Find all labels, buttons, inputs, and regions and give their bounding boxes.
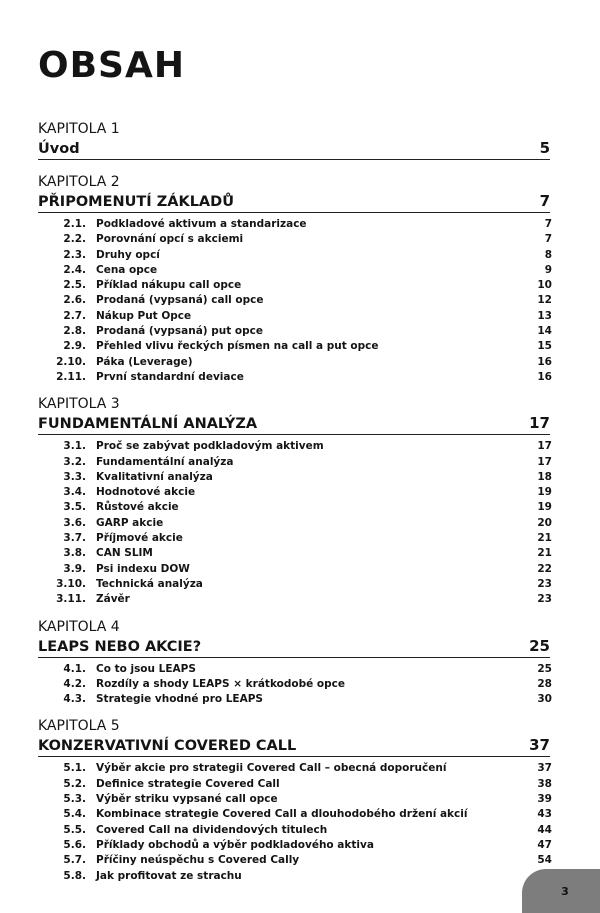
section-title: GARP akcie	[96, 516, 164, 529]
chapter-label: KAPITOLA 5	[38, 718, 120, 735]
section-page-number: 9	[544, 263, 552, 276]
chapter-page-number: 5	[539, 139, 550, 157]
section-entry[interactable]	[0, 293, 600, 308]
section-title: Výběr striku vypsané call opce	[96, 793, 278, 806]
section-number: 3.10.	[56, 577, 86, 590]
section-title: Nákup Put Opce	[96, 309, 192, 322]
section-title: Kvalitativní analýza	[96, 470, 213, 483]
section-number: 2.3.	[63, 248, 86, 261]
section-entry[interactable]	[0, 662, 600, 677]
section-number: 5.3.	[63, 793, 86, 806]
chapter-page-number: 37	[529, 736, 550, 755]
chapter-title: FUNDAMENTÁLNÍ ANALÝZA	[38, 416, 258, 433]
section-page-number: 7	[544, 233, 552, 246]
section-title: Páka (Leverage)	[96, 355, 193, 368]
section-list	[0, 217, 600, 385]
section-number: 3.1.	[63, 440, 86, 453]
section-entry[interactable]	[0, 807, 600, 822]
section-number: 2.1.	[63, 218, 86, 230]
chapter-heading[interactable]	[38, 636, 550, 658]
section-entry[interactable]	[0, 485, 600, 500]
section-title: Co to jsou LEAPS	[96, 662, 196, 675]
section-entry[interactable]	[0, 869, 600, 884]
section-title: Psi indexu DOW	[96, 562, 190, 575]
section-title: Covered Call na dividendových titulech	[96, 823, 328, 836]
section-title: Jak profitovat ze strachu	[96, 869, 242, 882]
section-page-number: 10	[537, 279, 552, 292]
section-title: Příklady obchodů a výběr podkladového aktiva	[96, 838, 374, 851]
chapter-page-number: 7	[539, 192, 550, 210]
section-number: 2.8.	[63, 325, 86, 338]
section-page-number: 39	[537, 793, 552, 806]
chapter-heading[interactable]	[38, 735, 550, 757]
section-number: 2.11.	[56, 370, 86, 383]
section-number: 3.9.	[63, 562, 86, 575]
chapter-title: PŘIPOMENUTÍ ZÁKLADŮ	[38, 194, 234, 210]
section-title: Růstové akcie	[96, 501, 179, 514]
section-entry[interactable]	[0, 792, 600, 807]
section-title: Závěr	[96, 593, 130, 606]
section-page-number: 19	[537, 501, 552, 514]
section-entry[interactable]	[0, 309, 600, 324]
chapter-heading[interactable]	[38, 413, 550, 435]
section-page-number: 17	[537, 455, 552, 468]
section-title: Přehled vlivu řeckých písmen na call a put opce	[96, 340, 379, 353]
section-page-number: 25	[537, 662, 552, 675]
section-title: Prodaná (vypsaná) call opce	[96, 294, 264, 307]
section-title: Druhy opcí	[96, 248, 160, 261]
section-page-number: 44	[537, 823, 552, 836]
section-number: 3.2.	[63, 455, 86, 468]
section-page-number: 30	[537, 693, 552, 706]
section-entry[interactable]	[0, 355, 600, 370]
chapter-block	[0, 717, 600, 883]
section-title: Cena opce	[96, 263, 158, 276]
section-entry[interactable]	[0, 838, 600, 853]
section-number: 5.5.	[63, 823, 86, 836]
section-number: 4.3.	[63, 693, 86, 706]
chapter-block	[0, 395, 600, 607]
section-page-number: 8	[544, 248, 552, 261]
section-number: 4.2.	[63, 677, 86, 690]
section-list	[0, 761, 600, 883]
section-number: 2.2.	[63, 233, 86, 246]
section-entry[interactable]	[0, 232, 600, 247]
section-page-number: 21	[537, 532, 552, 545]
section-entry[interactable]	[0, 777, 600, 792]
chapter-page-number: 17	[529, 414, 550, 433]
section-number: 2.9.	[63, 340, 86, 353]
chapter-heading[interactable]	[38, 138, 550, 160]
section-number: 3.11.	[56, 593, 86, 606]
section-entry[interactable]	[0, 761, 600, 776]
section-title: První standardní deviace	[96, 370, 244, 383]
section-number: 3.6.	[63, 516, 86, 529]
section-number: 2.5.	[63, 279, 86, 292]
section-entry[interactable]	[0, 455, 600, 470]
chapter-title: Úvod	[38, 141, 80, 157]
section-page-number: 43	[537, 808, 552, 821]
section-title: Kombinace strategie Covered Call a dlouhodobého držení akcií	[96, 808, 468, 821]
section-page-number: 16	[537, 355, 552, 368]
section-entry[interactable]	[0, 516, 600, 531]
chapter-list	[0, 120, 600, 894]
chapter-title: KONZERVATIVNÍ COVERED CALL	[38, 738, 297, 755]
section-page-number: 21	[537, 547, 552, 560]
section-title: Technická analýza	[96, 577, 203, 590]
section-page-number: 15	[537, 340, 552, 353]
section-number: 3.7.	[63, 532, 86, 545]
section-title: Příčiny neúspěchu s Covered Cally	[96, 854, 300, 867]
section-list	[0, 662, 600, 708]
section-title: Příklad nákupu call opce	[96, 279, 242, 292]
section-list	[0, 439, 600, 607]
chapter-title: LEAPS NEBO AKCIE?	[38, 638, 202, 655]
section-page-number: 7	[544, 218, 552, 230]
section-entry[interactable]	[0, 692, 600, 707]
section-page-number: 14	[537, 325, 552, 338]
page-title: OBSAH	[38, 45, 185, 86]
section-number: 5.7.	[63, 854, 86, 867]
chapter-block	[0, 120, 600, 160]
section-entry[interactable]	[0, 577, 600, 592]
chapter-label: KAPITOLA 3	[38, 396, 120, 413]
section-page-number: 38	[537, 777, 552, 790]
section-number: 3.4.	[63, 486, 86, 499]
section-entry[interactable]	[0, 324, 600, 339]
page-number: 3	[561, 884, 569, 898]
section-page-number: 19	[537, 486, 552, 499]
section-page-number: 18	[537, 470, 552, 483]
section-title: Příjmové akcie	[96, 532, 183, 545]
section-page-number: 22	[537, 562, 552, 575]
chapter-label: KAPITOLA 4	[38, 618, 120, 635]
section-title: Strategie vhodné pro LEAPS	[96, 693, 263, 706]
section-page-number: 28	[537, 677, 552, 690]
section-page-number: 23	[537, 593, 552, 606]
section-entry[interactable]	[0, 823, 600, 838]
section-page-number: 37	[537, 762, 552, 775]
section-entry[interactable]	[0, 278, 600, 293]
section-entry[interactable]	[0, 339, 600, 354]
section-number: 5.1.	[63, 762, 86, 775]
chapter-block	[0, 173, 600, 385]
section-title: Fundamentální analýza	[96, 455, 234, 468]
section-title: Podkladové aktivum a standarizace	[96, 218, 307, 230]
section-title: Výběr akcie pro strategii Covered Call – obecná doporučení	[96, 762, 447, 775]
chapter-block	[0, 618, 600, 708]
section-page-number: 23	[537, 577, 552, 590]
section-page-number: 16	[537, 370, 552, 383]
section-title: Rozdíly a shody LEAPS × krátkodobé opce	[96, 677, 345, 690]
section-title: Definice strategie Covered Call	[96, 777, 280, 790]
section-page-number: 20	[537, 516, 552, 529]
section-page-number: 17	[537, 440, 552, 453]
section-page-number: 54	[537, 854, 552, 867]
chapter-heading[interactable]	[38, 191, 550, 213]
section-title: Proč se zabývat podkladovým aktivem	[96, 440, 324, 453]
section-entry[interactable]	[0, 263, 600, 278]
section-number: 3.5.	[63, 501, 86, 514]
section-page-number: 13	[537, 309, 552, 322]
section-entry[interactable]	[0, 853, 600, 868]
section-number: 5.4.	[63, 808, 86, 821]
section-entry[interactable]	[0, 531, 600, 546]
section-number: 3.3.	[63, 470, 86, 483]
section-entry[interactable]	[0, 470, 600, 485]
section-number: 2.7.	[63, 309, 86, 322]
section-entry[interactable]	[0, 500, 600, 515]
section-number: 2.10.	[56, 355, 86, 368]
section-entry[interactable]	[0, 677, 600, 692]
section-number: 4.1.	[63, 662, 86, 675]
section-number: 5.6.	[63, 838, 86, 851]
section-entry[interactable]	[0, 592, 600, 607]
section-title: Porovnání opcí s akciemi	[96, 233, 244, 246]
chapter-label: KAPITOLA 2	[38, 174, 120, 190]
section-number: 2.6.	[63, 294, 86, 307]
section-title: Hodnotové akcie	[96, 486, 196, 499]
section-number: 3.8.	[63, 547, 86, 560]
section-number: 2.4.	[63, 263, 86, 276]
chapter-page-number: 25	[529, 636, 550, 655]
chapter-label: KAPITOLA 1	[38, 121, 120, 137]
section-page-number: 12	[537, 294, 552, 307]
section-entry[interactable]	[0, 546, 600, 561]
section-entry[interactable]	[0, 562, 600, 577]
section-title: Prodaná (vypsaná) put opce	[96, 325, 264, 338]
section-entry[interactable]	[0, 217, 600, 232]
section-entry[interactable]	[0, 439, 600, 454]
section-entry[interactable]	[0, 370, 600, 385]
section-entry[interactable]	[0, 248, 600, 263]
section-title: CAN SLIM	[96, 547, 153, 560]
section-number: 5.8.	[63, 869, 86, 882]
page-number-badge	[522, 869, 600, 913]
section-page-number: 47	[537, 838, 552, 851]
section-number: 5.2.	[63, 777, 86, 790]
